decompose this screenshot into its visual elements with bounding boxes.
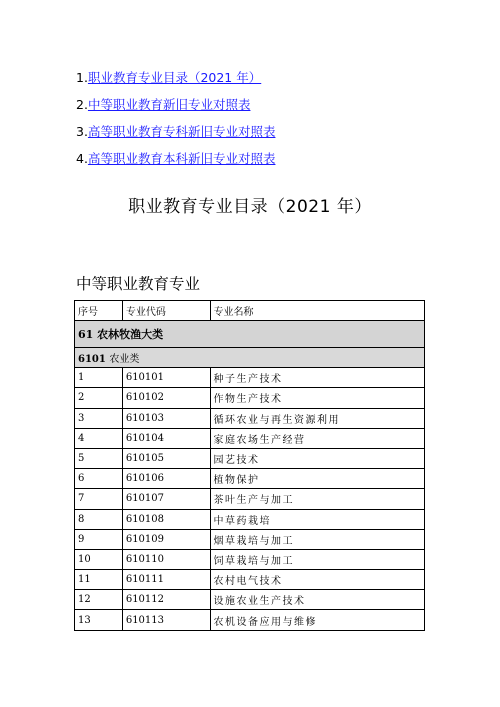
major-catalog-table xyxy=(74,300,425,631)
table-row xyxy=(75,448,425,468)
row-number: 12 xyxy=(75,590,123,610)
row-name: 烟草栽培与加工 xyxy=(210,529,424,549)
subcategory-label xyxy=(75,348,425,368)
subcategory-name: 农业类 xyxy=(109,354,140,366)
row-number: 5 xyxy=(75,448,123,468)
toc-item-2[interactable] xyxy=(76,91,275,118)
row-number: 3 xyxy=(75,408,123,428)
table-row xyxy=(75,529,425,549)
row-name: 作物生产技术 xyxy=(210,388,424,408)
row-number: 1 xyxy=(75,368,123,388)
row-code: 610103 xyxy=(122,408,210,428)
document-title: 职业教育专业目录（2021 年） xyxy=(128,197,372,217)
header-code: 专业代码 xyxy=(122,301,210,321)
row-number: 9 xyxy=(75,529,123,549)
row-code: 610102 xyxy=(122,388,210,408)
category-row xyxy=(75,321,425,348)
row-code: 610111 xyxy=(122,570,210,590)
row-number: 11 xyxy=(75,570,123,590)
table-row xyxy=(75,590,425,610)
row-name: 农村电气技术 xyxy=(210,570,424,590)
toc-link[interactable]: 职业教育专业目录（2021 年） xyxy=(87,70,262,85)
row-name: 中草药栽培 xyxy=(210,509,424,529)
row-number: 4 xyxy=(75,428,123,448)
toc-number: 4. xyxy=(76,151,88,166)
toc-link[interactable]: 高等职业教育本科新旧专业对照表 xyxy=(87,151,276,166)
row-code: 610109 xyxy=(122,529,210,549)
table-row xyxy=(75,388,425,408)
row-number: 2 xyxy=(75,388,123,408)
row-code: 610107 xyxy=(122,489,210,509)
header-name: 专业名称 xyxy=(210,301,424,321)
toc-number: 2. xyxy=(76,97,88,112)
row-name: 植物保护 xyxy=(210,469,424,489)
category-label: 61 农林牧渔大类 xyxy=(75,321,425,348)
section-heading: 中等职业教育专业 xyxy=(76,275,201,293)
toc-item-1[interactable] xyxy=(76,64,275,91)
table-row xyxy=(75,570,425,590)
row-name: 设施农业生产技术 xyxy=(210,590,424,610)
row-number: 13 xyxy=(75,610,123,630)
subcategory-row xyxy=(75,348,425,368)
table-row xyxy=(75,610,425,630)
table-header-row xyxy=(75,301,425,321)
header-number: 序号 xyxy=(75,301,123,321)
row-name: 种子生产技术 xyxy=(210,368,424,388)
row-name: 饲草栽培与加工 xyxy=(210,549,424,569)
table-row xyxy=(75,549,425,569)
row-code: 610112 xyxy=(122,590,210,610)
table-row xyxy=(75,368,425,388)
toc-number: 1. xyxy=(76,70,88,85)
row-name: 农机设备应用与维修 xyxy=(210,610,424,630)
row-code: 610113 xyxy=(122,610,210,630)
table-row xyxy=(75,408,425,428)
row-name: 循环农业与再生资源利用 xyxy=(210,408,424,428)
table-row xyxy=(75,469,425,489)
row-code: 610110 xyxy=(122,549,210,569)
row-code: 610106 xyxy=(122,469,210,489)
row-number: 8 xyxy=(75,509,123,529)
toc-number: 3. xyxy=(76,124,88,139)
toc-item-3[interactable] xyxy=(76,118,275,145)
row-code: 610104 xyxy=(122,428,210,448)
row-number: 6 xyxy=(75,469,123,489)
row-code: 610108 xyxy=(122,509,210,529)
table-of-contents xyxy=(76,64,275,172)
table-row xyxy=(75,428,425,448)
row-number: 10 xyxy=(75,549,123,569)
row-name: 园艺技术 xyxy=(210,448,424,468)
subcategory-code: 6101 xyxy=(78,354,106,366)
row-code: 610101 xyxy=(122,368,210,388)
row-name: 家庭农场生产经营 xyxy=(210,428,424,448)
row-number: 7 xyxy=(75,489,123,509)
row-code: 610105 xyxy=(122,448,210,468)
row-name: 茶叶生产与加工 xyxy=(210,489,424,509)
table-row xyxy=(75,489,425,509)
toc-link[interactable]: 中等职业教育新旧专业对照表 xyxy=(87,97,251,112)
toc-item-4[interactable] xyxy=(76,145,275,172)
toc-link[interactable]: 高等职业教育专科新旧专业对照表 xyxy=(87,124,276,139)
table-row xyxy=(75,509,425,529)
